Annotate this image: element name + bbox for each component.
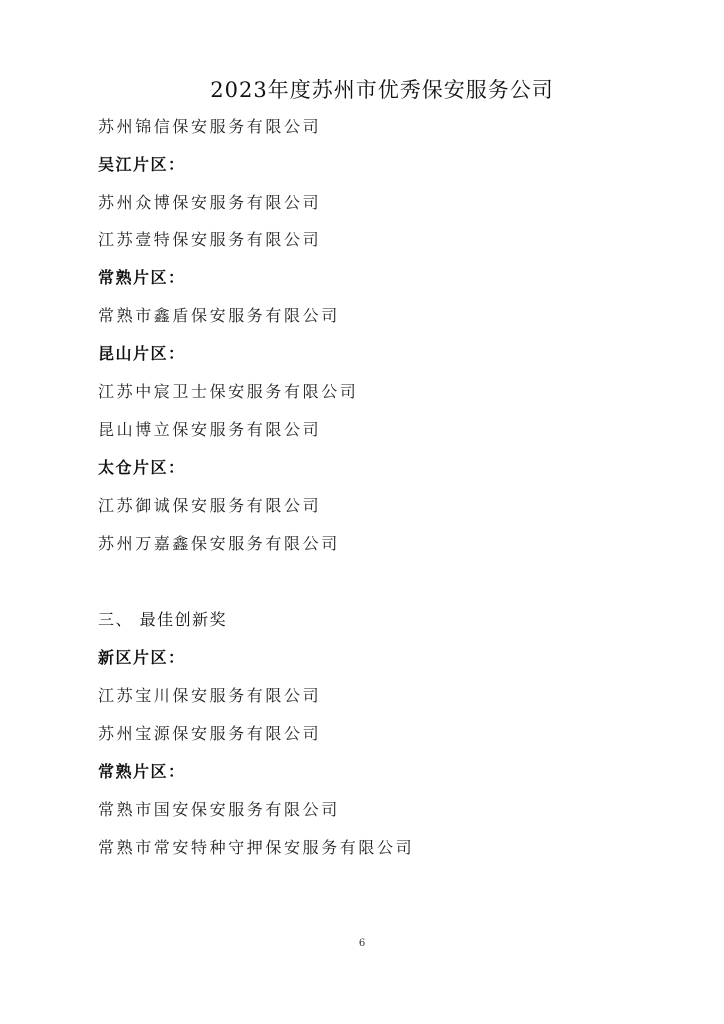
district-heading-kunshan: 昆山片区： (98, 344, 186, 363)
district-heading-changshu: 常熟片区： (98, 268, 186, 287)
company-name: 常熟市鑫盾保安服务有限公司 (98, 306, 340, 325)
company-name: 苏州万嘉鑫保安服务有限公司 (98, 534, 340, 553)
company-name: 江苏中宸卫士保安服务有限公司 (98, 382, 359, 401)
district-heading-taicang: 太仓片区： (98, 458, 186, 477)
section-heading-best-innovation: 三、 最佳创新奖 (98, 610, 228, 629)
district-heading-wujiang: 吴江片区： (98, 155, 186, 174)
company-name: 苏州宝源保安服务有限公司 (98, 724, 322, 743)
company-name: 昆山博立保安服务有限公司 (98, 420, 322, 439)
company-name: 常熟市常安特种守押保安服务有限公司 (98, 838, 415, 857)
company-name: 苏州众博保安服务有限公司 (98, 193, 322, 212)
company-name: 江苏宝川保安服务有限公司 (98, 686, 322, 705)
page-number: 6 (358, 938, 366, 949)
district-heading-xinqu: 新区片区： (98, 648, 186, 667)
company-name: 常熟市国安保安服务有限公司 (98, 800, 340, 819)
district-heading-changshu: 常熟片区： (98, 762, 186, 781)
document-title: 2023年度苏州市优秀保安服务公司 (210, 78, 554, 102)
company-name: 苏州锦信保安服务有限公司 (98, 117, 322, 136)
company-name: 江苏壹特保安服务有限公司 (98, 230, 322, 249)
company-name: 江苏御诚保安服务有限公司 (98, 496, 322, 515)
